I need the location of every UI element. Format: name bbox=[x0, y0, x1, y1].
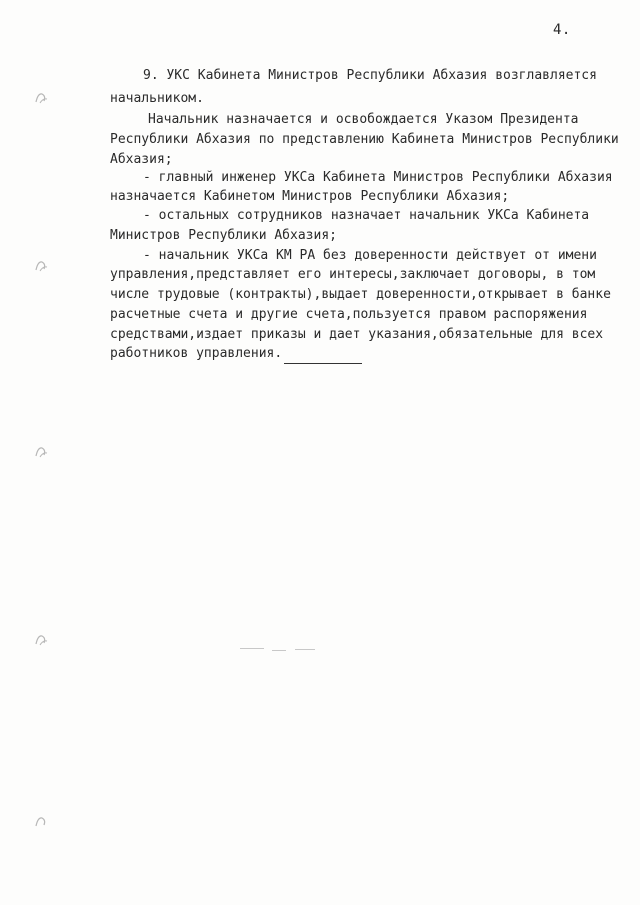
binding-mark-icon bbox=[32, 444, 50, 460]
text-line: начальником. bbox=[110, 91, 204, 106]
text-line: - начальник УКСа КМ РА без доверенности действует от имени bbox=[143, 248, 597, 263]
scan-speck bbox=[240, 648, 264, 649]
binding-mark-icon bbox=[32, 258, 50, 274]
text-line: средствами,издает приказы и дает указания,обязательные для всех bbox=[110, 327, 604, 342]
page-number: 4. bbox=[553, 22, 571, 38]
scan-speck bbox=[272, 650, 286, 651]
text-line: управления,представляет его интересы,заключает договоры, в том bbox=[110, 267, 596, 282]
text-line: Абхазия; bbox=[110, 152, 173, 167]
binding-mark-icon bbox=[32, 90, 50, 106]
end-rule bbox=[284, 363, 362, 364]
text-line: - остальных сотрудников назначает начальник УКСа Кабинета bbox=[143, 208, 590, 223]
text-line: работников управления. bbox=[110, 346, 283, 361]
text-line: - главный инженер УКСа Кабинета Министров Республики Абхазия bbox=[143, 170, 613, 185]
binding-mark-icon bbox=[32, 814, 50, 830]
text-line: расчетные счета и другие счета,пользуется правом распоряжения bbox=[110, 307, 588, 322]
text-line: Начальник назначается и освобождается Указом Президента bbox=[148, 112, 579, 127]
text-line: числе трудовые (контракты),выдает доверенности,открывает в банке bbox=[110, 287, 611, 302]
binding-mark-icon bbox=[32, 632, 50, 648]
text-line: 9. УКС Кабинета Министров Республики Абхазия возглавляется bbox=[143, 68, 597, 83]
text-line: Министров Республики Абхазия; bbox=[110, 228, 337, 243]
scan-speck bbox=[295, 649, 315, 650]
text-line: Республики Абхазия по представлению Кабинета Министров Республики bbox=[110, 132, 619, 147]
text-line: назначается Кабинетом Министров Республики Абхазия; bbox=[110, 189, 510, 204]
